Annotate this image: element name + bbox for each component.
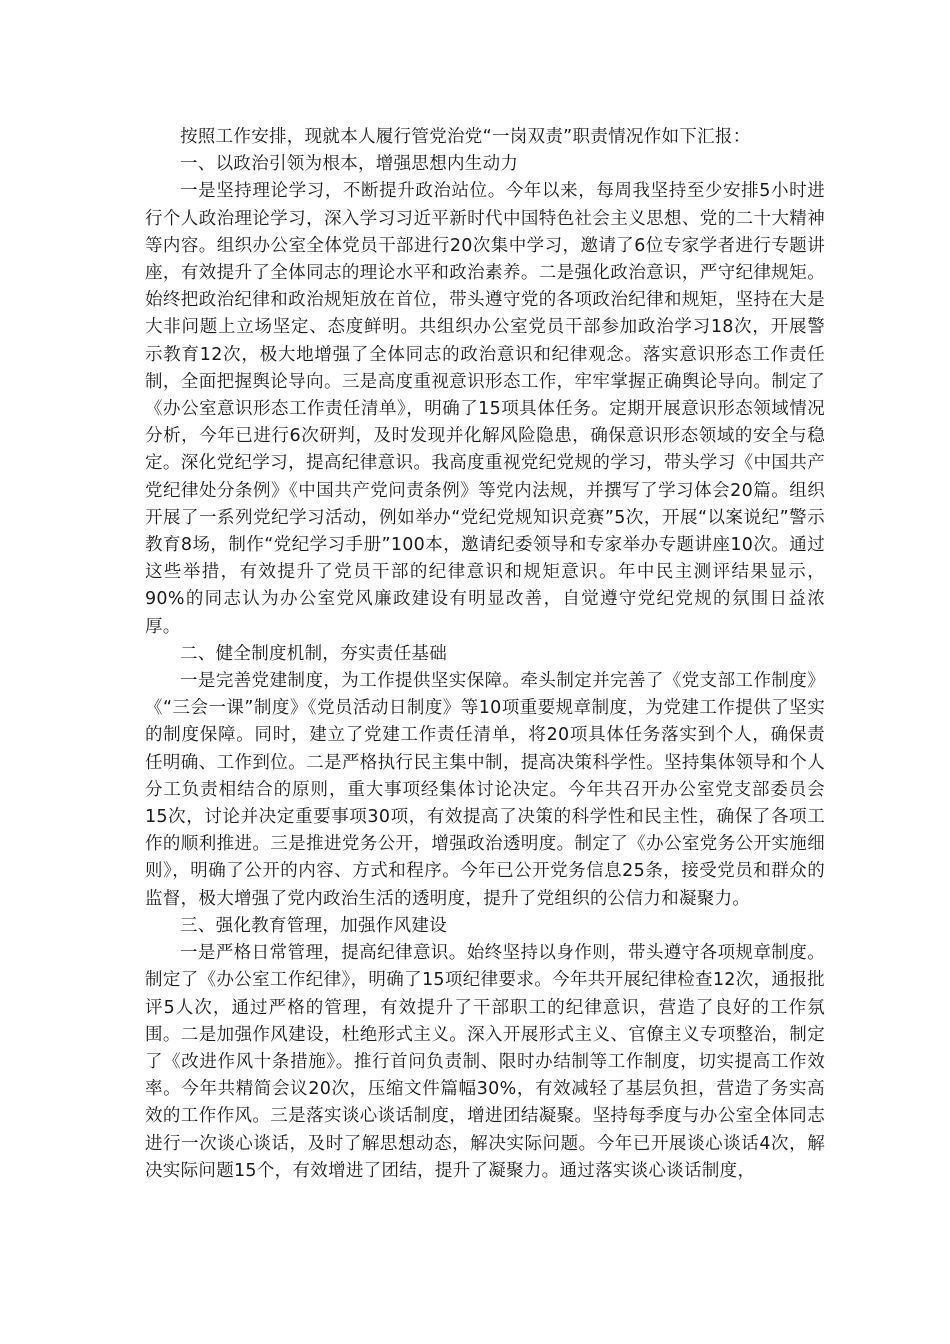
section-3-heading: 三、强化教育管理，加强作风建设 bbox=[180, 915, 447, 936]
section-2-heading: 二、健全制度机制，夯实责任基础 bbox=[180, 643, 447, 664]
document-page bbox=[145, 124, 825, 1185]
section-3-body: 一是严格日常管理，提高纪律意识。始终坚持以身作则，带头遵守各项规章制度。制定了《办公室工作纪律》，明确了15项纪律要求。今年共开展纪律检查12次，通报批评5人次，通过严格的管理，有效提升了干部职工的纪律意识，营造了良好的工作氛围。二是加强作风建设，杜绝形式主义。深入开展形式主义、官僚主义专项整治，制定了《改进作风十条措施》。推行首问负责制、限时办结制等工作制度，切实提高工作效率。今年共精简会议20次，压缩文件篇幅30%，有效减轻了基层负担，营造了务实高效的工作作风。三是落实谈心谈话制度，增进团结凝聚。坚持每季度与办公室全体同志进行一次谈心谈话，及时了解思想动态，解决实际问题。今年已开展谈心谈话4次，解决实际问题15个，有效增进了团结，提升了凝聚力。通过落实谈心谈话制度， bbox=[145, 943, 825, 1181]
intro-paragraph: 按照工作安排，现就本人履行管党治党“一岗双责”职责情况作如下汇报： bbox=[180, 127, 751, 147]
section-2-body: 一是完善党建制度，为工作提供坚实保障。牵头制定并完善了《党支部工作制度》《“三会一课”制度》《党员活动日制度》等10项重要规章制度，为党建工作提供了坚实的制度保障。同时，建立了党建工作责任清单，将20项具体任务落实到个人，确保责任明确、工作到位。二是严格执行民主集中制，提高决策科学性。坚持集体领导和个人分工负责相结合的原则，重大事项经集体讨论决定。今年共召开办公室党支部委员会15次，讨论并决定重要事项30项，有效提高了决策的科学性和民主性，确保了各项工作的顺利推进。三是推进党务公开，增强政治透明度。制定了《办公室党务公开实施细则》，明确了公开的内容、方式和程序。今年已公开党务信息25条，接受党员和群众的监督，极大增强了党内政治生活的透明度，提升了党组织的公信力和凝聚力。 bbox=[145, 671, 825, 909]
section-1-heading: 一、以政治引领为根本，增强思想内生动力 bbox=[180, 154, 519, 175]
section-1-body: 一是坚持理论学习，不断提升政治站位。今年以来，每周我坚持至少安排5小时进行个人政治理论学习，深入学习习近平新时代中国特色社会主义思想、党的二十大精神等内容。组织办公室全体党员干部进行20次集中学习，邀请了6位专家学者进行专题讲座，有效提升了全体同志的理论水平和政治素养。二是强化政治意识，严守纪律规矩。始终把政治纪律和政治规矩放在首位，带头遵守党的各项政治纪律和规矩，坚持在大是大非问题上立场坚定、态度鲜明。共组织办公室党员干部参加政治学习18次，开展警示教育12次，极大地增强了全体同志的政治意识和纪律观念。落实意识形态工作责任制，全面把握舆论导向。三是高度重视意识形态工作，牢牢掌握正确舆论导向。制定了《办公室意识形态工作责任清单》，明确了15项具体任务。定期开展意识形态领域情况分析，今年已进行6次研判，及时发现并化解风险隐患，确保意识形态领域的安全与稳定。深化党纪学习，提高纪律意识。我高度重视党纪党规的学习，带头学习《中国共产党纪律处分条例》《中国共产党问责条例》等党内法规，并撰写了学习体会20篇。组织开展了一系列党纪学习活动，例如举办“党纪党规知识竞赛”5次，开展“以案说纪”警示教育8场，制作“党纪学习手册”100本，邀请纪委领导和专家举办专题讲座10次。通过这些举措，有效提升了党员干部的纪律意识和规矩意识。年中民主测评结果显示，90%的同志认为办公室党风廉政建设有明显改善，自觉遵守党纪党规的氛围日益浓厚。 bbox=[145, 181, 825, 637]
